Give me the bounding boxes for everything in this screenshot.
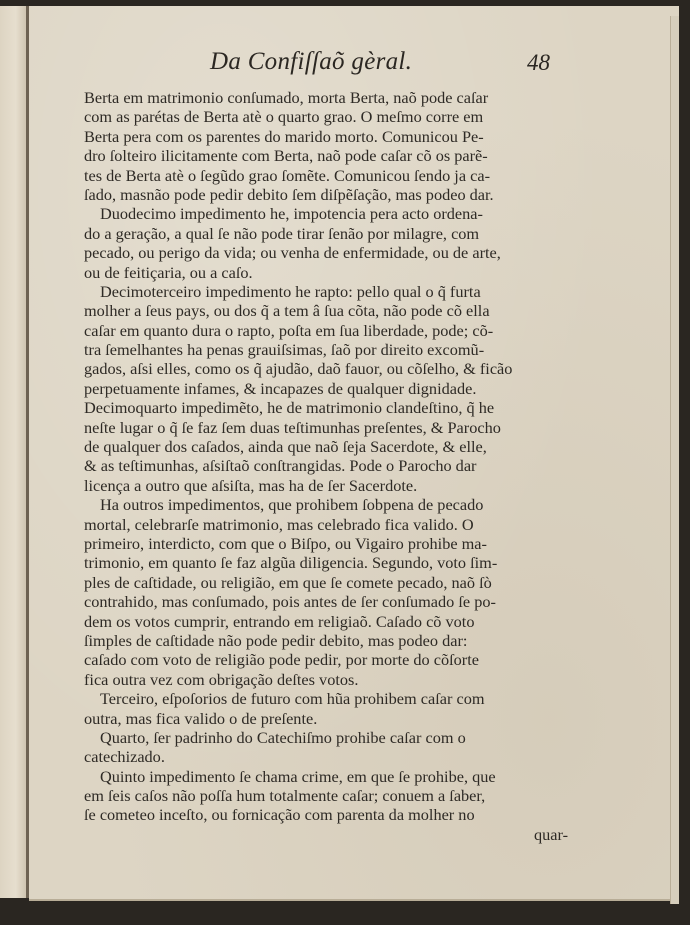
text-line: & as teſtimunhas, aſsiſtaõ conſtrangidas. Pode o Parocho dar: [84, 456, 477, 476]
page-fore-edge: [670, 16, 679, 904]
running-head: [0, 48, 690, 84]
text-line: licença a outro que aſsiſta, mas ha de ſer Sacerdote.: [84, 475, 418, 495]
text-line: perpetuamente infames, & incapazes de qualquer dignidade.: [84, 378, 477, 398]
text-line: com as parétas de Berta atè o quarto grao. O meſmo corre em: [84, 107, 484, 127]
page-number: 48: [527, 50, 550, 75]
text-line: Quinto impedimento ſe chama crime, em que ſe prohibe, que: [100, 766, 496, 786]
text-line: do a geração, a qual ſe não pode tirar ſenão por milagre, com: [84, 223, 480, 243]
text-line: contrahido, mas conſumado, pois antes de ſer conſumado ſe po-: [84, 592, 496, 612]
text-line: Decimoterceiro impedimento he rapto: pello qual o q̃ furta: [100, 281, 481, 301]
text-line: ples de caſtidade, ou religião, em que ſe comete pecado, naõ ſò: [84, 572, 492, 592]
text-line: Ha outros impedimentos, que prohibem ſobpena de pecado: [100, 495, 484, 515]
catchword: quar-: [533, 824, 568, 844]
text-line: ou de feitiçaria, ou a caſo.: [84, 262, 253, 282]
text-line: ſe cometeo inceſto, ou fornicação com parenta da molher no: [84, 805, 475, 825]
text-line: trimonio, em quanto ſe faz algũa diligencia. Segundo, voto ſim-: [84, 553, 498, 573]
text-line: caſado com voto de religião pode pedir, por morte do cõſorte: [84, 650, 479, 670]
text-line: ſado, masnão pode pedir debito ſem diſpẽſação, mas podeo dar.: [84, 184, 494, 204]
running-head-title: Da Confiſſaõ gèral.: [210, 48, 413, 75]
text-line: dem os votos cumprir, entrando em religiaõ. Caſado cõ voto: [84, 611, 475, 631]
text-line: primeiro, interdicto, com que o Biſpo, ou Vigairo prohibe ma-: [84, 533, 487, 553]
text-line: dro ſolteiro ilicitamente com Berta, naõ pode caſar cõ os parẽ-: [84, 146, 488, 166]
text-line: Decimoquarto impedimẽto, he de matrimonio clandeſtino, q̃ he: [84, 398, 495, 418]
text-line: tes de Berta atè o ſegũdo grao ſomẽte. Comunicou ſendo ja ca-: [84, 165, 490, 185]
text-line: Berta pera com os parentes do marido morto. Comunicou Pe-: [84, 126, 484, 146]
text-line: molher a ſeus pays, ou dos q̃ a tem â ſua cõta, não pode cõ ella: [84, 301, 490, 321]
text-line: mortal, celebrarſe matrimonio, mas celebrado fica valido. O: [84, 514, 474, 534]
text-line: catechizado.: [84, 747, 165, 767]
text-line: Berta em matrimonio conſumado, morta Berta, naõ pode caſar: [84, 88, 489, 107]
text-line: neſte lugar o q̃ ſe faz ſem duas teſtimunhas preſentes, & Parocho: [84, 417, 501, 437]
body-text: [84, 88, 568, 844]
text-line: pecado, ou perigo da vida; ou venha de enfermidade, ou de arte,: [84, 243, 501, 263]
text-line: de qualquer dos caſados, ainda que naõ ſeja Sacerdote, & elle,: [84, 437, 487, 457]
text-line: tra ſemelhantes ha penas grauiſsimas, ſaõ por direito excomũ-: [84, 340, 485, 360]
text-line: outra, mas fica valido o de preſente.: [84, 708, 318, 728]
text-line: Terceiro, eſpoſorios de futuro com hũa prohibem caſar com: [100, 689, 485, 709]
text-line: gados, aſsi elles, como os q̃ ajudão, daõ fauor, ou cõſelho, & ficão: [84, 359, 513, 379]
text-line: Quarto, ſer padrinho do Catechiſmo prohibe caſar com o: [100, 727, 466, 747]
text-line: Duodecimo impedimento he, impotencia pera acto ordena-: [100, 204, 483, 224]
previous-page-edge: [0, 6, 27, 898]
text-line: em ſeis caſos não poſſa hum totalmente caſar; conuem a ſaber,: [84, 786, 486, 806]
text-line: fica outra vez com obrigação deſtes votos.: [84, 669, 359, 689]
text-line: ſimples de caſtidade não pode pedir debito, mas podeo dar:: [84, 630, 468, 650]
text-line: caſar em quanto dura o rapto, poſta em ſua liberdade, pode; cõ-: [84, 320, 494, 340]
